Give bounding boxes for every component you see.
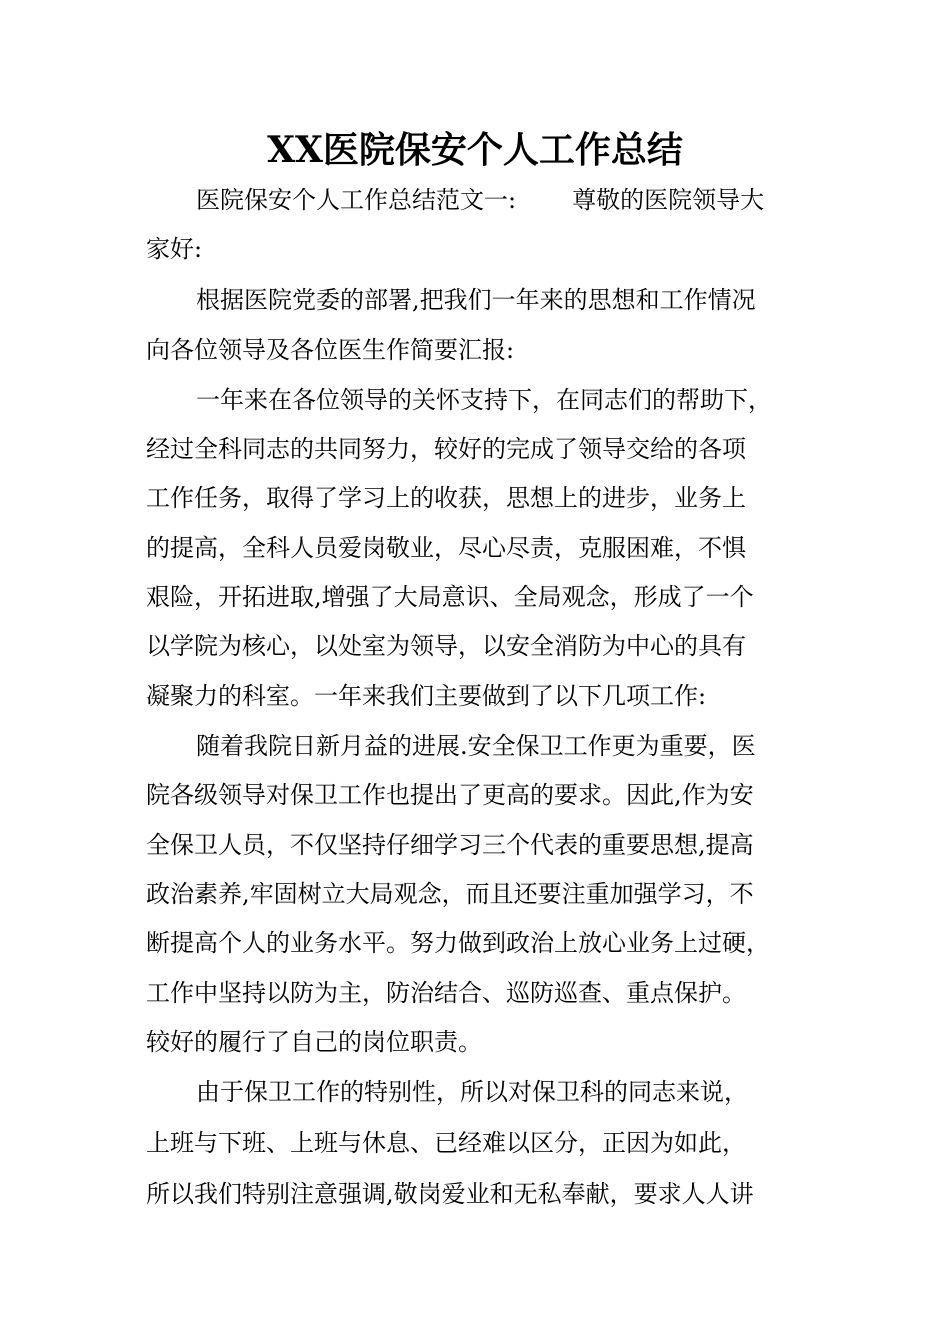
paragraph-line: 工作中坚持以防为主，防治结合、巡防巡查、重点保护。 — [146, 979, 746, 1007]
paragraph-line: 凝聚力的科室。一年来我们主要做到了以下几项工作: — [146, 682, 707, 710]
paragraph-line — [196, 184, 806, 216]
paragraph-line: 的提高，全科人员爱岗敬业，尽心尽责，克服困难，不惧 — [146, 534, 746, 562]
greeting-salutation: 尊敬的医院领导大 — [572, 186, 765, 214]
document-title: XX医院保安个人工作总结 — [267, 129, 683, 171]
paragraph-line: 上班与下班、上班与休息、已经难以区分，正因为如此， — [146, 1129, 746, 1157]
paragraph-line: 随着我院日新月益的进展.安全保卫工作更为重要，医 — [196, 732, 756, 760]
paragraph-line: 断提高个人的业务水平。努力做到政治上放心业务上过硬， — [146, 929, 770, 957]
paragraph-line: 根据医院党委的部署,把我们一年来的思想和工作情况 — [196, 286, 756, 314]
paragraph-line: 较好的履行了自己的岗位职责。 — [146, 1028, 482, 1056]
paragraph-line: 工作任务，取得了学习上的收获，思想上的进步，业务上 — [146, 484, 746, 512]
paragraph-line: 院各级领导对保卫工作也提出了更高的要求。因此,作为安 — [146, 781, 754, 809]
paragraph-line: 政治素养,牢固树立大局观念，而且还要注重加强学习，不 — [146, 880, 754, 908]
paragraph-line: 经过全科同志的共同努力，较好的完成了领导交给的各项 — [146, 435, 746, 463]
paragraph-line: 一年来在各位领导的关怀支持下，在同志们的帮助下， — [196, 386, 772, 414]
paragraph-line: 所以我们特别注意强调,敬岗爱业和无私奉献，要求人人讲 — [146, 1180, 754, 1208]
paragraph-line: 向各位领导及各位医生作简要汇报: — [146, 336, 515, 364]
paragraph-line: 由于保卫工作的特别性，所以对保卫科的同志来说， — [196, 1078, 748, 1106]
paragraph-line: 全保卫人员，不仅坚持仔细学习三个代表的重要思想,提高 — [146, 831, 754, 859]
paragraph-line: 家好: — [146, 235, 203, 263]
greeting-intro: 医院保安个人工作总结范文一: — [196, 186, 517, 214]
paragraph-line: 以学院为核心，以处室为领导，以安全消防为中心的具有 — [146, 632, 746, 660]
paragraph-line: 艰险，开拓进取,增强了大局意识、全局观念，形成了一个 — [146, 583, 754, 611]
